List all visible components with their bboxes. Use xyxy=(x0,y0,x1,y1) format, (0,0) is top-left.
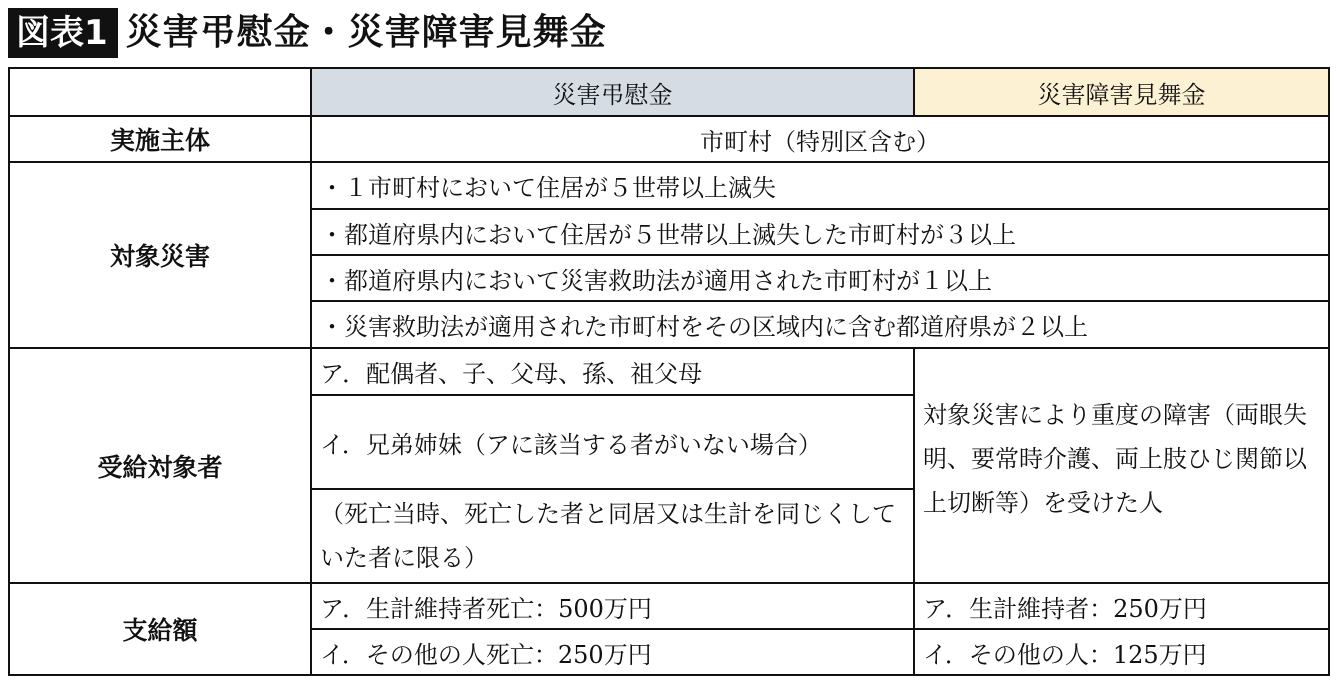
disaster-condition: ・都道府県内において住居が５世帯以上滅失した市町村が３以上 xyxy=(311,209,1329,255)
table-row xyxy=(9,116,1329,162)
disaster-condition: ・１市町村において住居が５世帯以上滅失 xyxy=(311,162,1329,209)
recipient-item: ア．配偶者、子、父母、孫、祖父母 xyxy=(311,348,914,395)
row-label-amounts: 支給額 xyxy=(9,583,311,675)
header-empty-cell xyxy=(9,68,311,116)
header-disability-money: 災害障害見舞金 xyxy=(914,68,1329,116)
disaster-condition: ・都道府県内において災害救助法が適用された市町村が１以上 xyxy=(311,255,1329,301)
figure-badge: 図表1 xyxy=(8,8,118,58)
row-label-recipients: 受給対象者 xyxy=(9,348,311,583)
figure-title: 災害弔慰金・災害障害見舞金 xyxy=(125,12,607,53)
implementer-value: 市町村（特別区含む） xyxy=(311,116,1329,162)
table-row xyxy=(9,162,1329,209)
amount-disability: ア．生計維持者：250万円 xyxy=(914,583,1329,629)
amount-condolence: イ．その他の人死亡：250万円 xyxy=(311,629,914,675)
table-row xyxy=(9,348,1329,395)
recipient-item: イ．兄弟姉妹（アに該当する者がいない場合） xyxy=(311,395,914,489)
table-row xyxy=(9,583,1329,629)
row-label-implementer: 実施主体 xyxy=(9,116,311,162)
disaster-condition: ・災害救助法が適用された市町村をその区域内に含む都道府県が２以上 xyxy=(311,301,1329,348)
header-condolence-money: 災害弔慰金 xyxy=(311,68,914,116)
recipient-note: （死亡当時、死亡した者と同居又は生計を同じくしていた者に限る） xyxy=(311,489,914,583)
disability-recipient: 対象災害により重度の障害（両眼失明、要常時介護、両上肢ひじ関節以上切断等）を受けた人 xyxy=(914,348,1329,583)
table-header-row xyxy=(9,68,1329,116)
benefits-table xyxy=(8,67,1330,676)
figure-title-bar xyxy=(8,8,607,58)
amount-condolence: ア．生計維持者死亡：500万円 xyxy=(311,583,914,629)
amount-disability: イ．その他の人：125万円 xyxy=(914,629,1329,675)
row-label-disasters: 対象災害 xyxy=(9,162,311,348)
